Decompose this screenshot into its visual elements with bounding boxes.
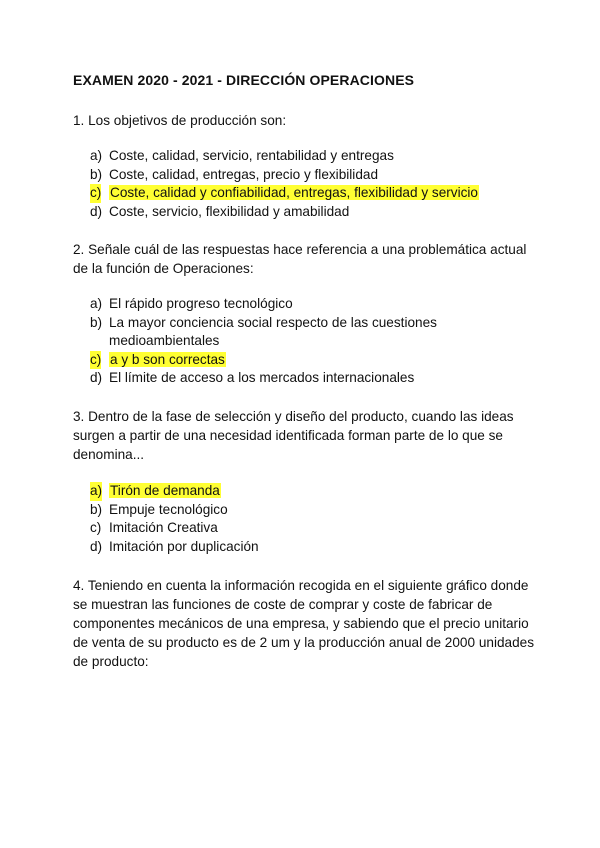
- option-item-correct: [90, 351, 530, 370]
- option-text-highlighted: Coste, calidad y confiabilidad, entregas, flexibilidad y servicio: [110, 185, 478, 201]
- option-text: Coste, calidad, entregas, precio y flexibilidad: [109, 166, 379, 182]
- option-text: El límite de acceso a los mercados internacionales: [109, 370, 415, 386]
- option-letter: d): [90, 370, 103, 386]
- option-item-correct: [90, 482, 530, 501]
- option-item: [90, 538, 530, 557]
- option-item-correct: [90, 184, 530, 203]
- option-item: [90, 203, 530, 222]
- option-text: Imitación Creativa: [109, 520, 218, 536]
- question-3-text: 3. Dentro de la fase de selección y diseño del producto, cuando las ideas surgen a partir de una necesidad identificada forman parte de lo que se denomina...: [73, 409, 514, 462]
- option-letter: b): [90, 314, 103, 330]
- option-letter: a): [90, 148, 103, 163]
- question-4-text: 4. Teniendo en cuenta la información recogida en el siguiente gráfico donde se muestran las funciones de coste de comprar y coste de fabricar de componentes mecánicos de una empresa, y sabiendo que el precio unitario de venta de su producto es de 2 um y la producción anual de 2000 unidades de producto:: [73, 578, 535, 669]
- option-text-highlighted: Tirón de demanda: [110, 483, 220, 498]
- option-letter: c): [90, 520, 102, 536]
- option-letter: c): [90, 351, 101, 370]
- option-letter: b): [90, 166, 103, 182]
- option-text: Coste, servicio, flexibilidad y amabilidad: [109, 203, 350, 219]
- question-1-text: 1. Los objetivos de producción son:: [73, 113, 287, 128]
- option-letter: a): [90, 296, 103, 311]
- question-2-options: [90, 295, 530, 388]
- option-text-highlighted: a y b son correctas: [110, 351, 225, 367]
- question-2-text: 2. Señale cuál de las respuestas hace referencia a una problemática actual de la función de Operaciones:: [73, 242, 527, 276]
- exam-title: EXAMEN 2020 - 2021 - DIRECCIÓN OPERACIONES: [73, 72, 415, 88]
- option-item: [90, 166, 530, 185]
- option-item: [90, 519, 530, 538]
- option-text: La mayor conciencia social respecto de las cuestiones medioambientales: [109, 314, 437, 349]
- option-letter: a): [90, 482, 102, 501]
- option-item: [90, 295, 530, 314]
- option-text: Empuje tecnológico: [109, 501, 228, 517]
- question-1-options: [90, 147, 530, 221]
- option-item: [90, 147, 530, 166]
- option-letter: d): [90, 203, 103, 219]
- question-3-options: [90, 482, 530, 556]
- option-text: Coste, calidad, servicio, rentabilidad y entregas: [109, 148, 394, 163]
- option-letter: d): [90, 538, 103, 554]
- option-letter: c): [90, 184, 101, 203]
- option-text: Imitación por duplicación: [109, 538, 259, 554]
- option-item: [90, 501, 530, 520]
- option-text: El rápido progreso tecnológico: [109, 296, 293, 311]
- option-item: [90, 369, 530, 388]
- option-letter: b): [90, 501, 103, 517]
- option-item: [90, 314, 530, 351]
